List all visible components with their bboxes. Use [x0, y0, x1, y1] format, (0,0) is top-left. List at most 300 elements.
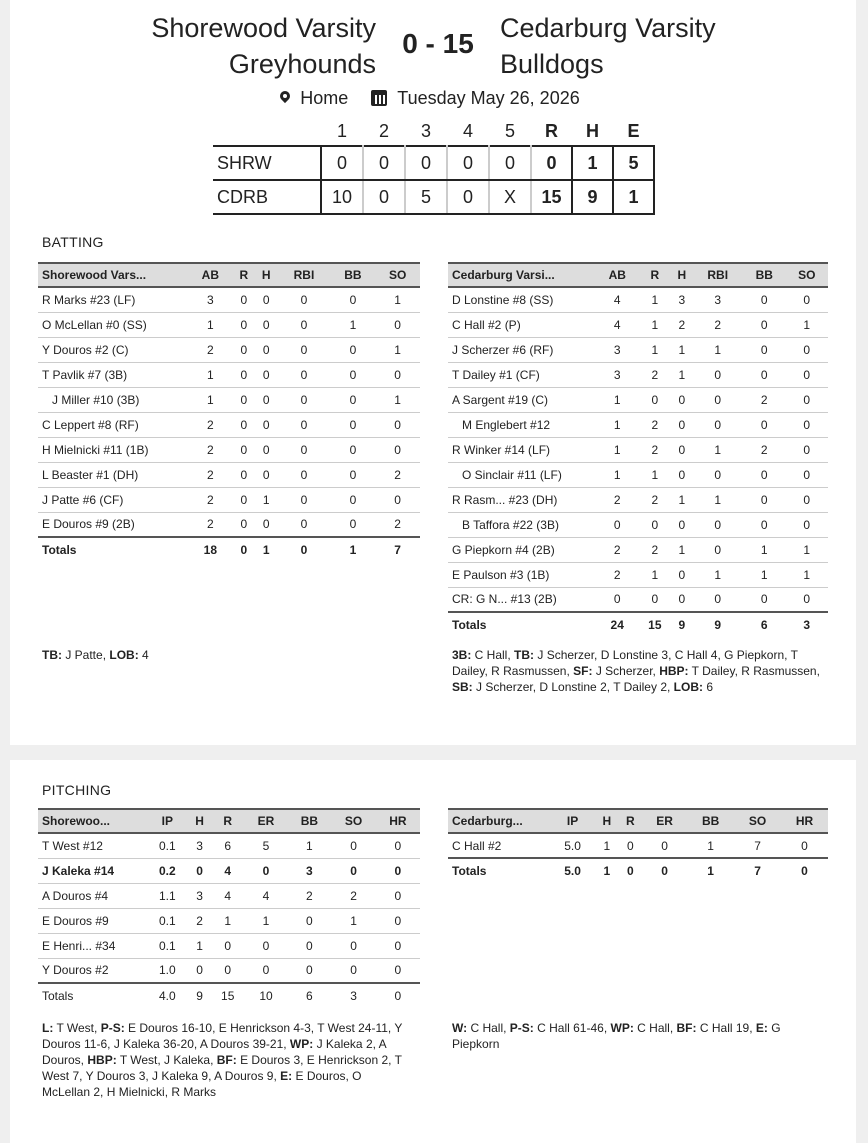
stat-cell: 0 [743, 337, 785, 362]
stat-cell: 2 [596, 537, 638, 562]
stat-cell: 3 [692, 287, 743, 312]
stat-cell: 0 [255, 362, 277, 387]
pitching-card [10, 760, 856, 1143]
stat-cell: 0 [245, 958, 288, 983]
stat-cell: 1 [188, 362, 233, 387]
stat-cell: 1 [596, 412, 638, 437]
stat-cell: 0 [785, 462, 828, 487]
home-pitching-team-header: Shorewoo... [38, 809, 146, 833]
inning-score: 0 [489, 146, 531, 180]
stat-cell: 5.0 [550, 833, 595, 858]
stat-cell: 0 [277, 362, 330, 387]
stat-cell: 2 [331, 883, 375, 908]
note-label: SF: [573, 664, 593, 678]
stat-cell: 0.2 [146, 858, 189, 883]
stat-cell: 1 [671, 337, 692, 362]
table-row [448, 462, 828, 487]
table-row [38, 287, 420, 312]
stat-cell: 0 [692, 587, 743, 612]
note-label: WP: [289, 1037, 314, 1051]
stat-cell: 0 [671, 462, 692, 487]
stat-cell: 0 [277, 412, 330, 437]
table-row [448, 833, 828, 858]
linescore-team: CDRB [213, 180, 321, 214]
stat-cell: 0 [287, 958, 331, 983]
stat-cell: 4 [245, 883, 288, 908]
stat-cell: 0 [376, 883, 420, 908]
inning-score: 10 [321, 180, 363, 214]
stat-cell: 0 [233, 487, 255, 512]
stat-cell: 0 [255, 412, 277, 437]
stat-cell: 1 [596, 437, 638, 462]
stat-cell: 0 [233, 462, 255, 487]
stat-cell: 0 [255, 437, 277, 462]
stat-cell: 1 [638, 337, 671, 362]
home-batting-table [38, 262, 420, 562]
stat-cell: 1 [785, 312, 828, 337]
stat-cell: 0.1 [146, 908, 189, 933]
home-pitching-notes [42, 1020, 412, 1100]
stat-cell: 0 [233, 512, 255, 537]
stat-cell: 0 [642, 833, 687, 858]
note-text: C Hall, [471, 648, 515, 662]
table-row [448, 337, 828, 362]
stat-cell: 2 [188, 462, 233, 487]
totals-row [38, 537, 420, 562]
table-row [38, 337, 420, 362]
home-pitching-col-header: SO [331, 809, 375, 833]
stat-cell: 0 [638, 512, 671, 537]
player-name: T West #12 [38, 833, 146, 858]
stat-cell: 3 [596, 337, 638, 362]
stat-cell: 0 [781, 833, 828, 858]
stat-cell: 0 [692, 462, 743, 487]
table-row [448, 287, 828, 312]
stat-cell: 0 [277, 337, 330, 362]
stat-cell: 0 [596, 512, 638, 537]
home-batting-col-header: AB [188, 263, 233, 287]
totals-cell: 3 [785, 612, 828, 637]
away-batting-team-header: Cedarburg Varsi... [448, 263, 596, 287]
stat-cell: 1.0 [146, 958, 189, 983]
game-meta [10, 88, 856, 109]
stat-cell: 2 [188, 337, 233, 362]
stat-cell: 2 [189, 908, 211, 933]
note-label: W: [452, 1021, 468, 1035]
table-row [38, 412, 420, 437]
stat-cell: 0 [785, 387, 828, 412]
stat-cell: 0 [671, 562, 692, 587]
player-name: E Douros #9 (2B) [38, 512, 188, 537]
stat-cell: 0 [233, 362, 255, 387]
note-text: J Kaleka 2, A Douros, [42, 1037, 386, 1067]
rhe-header: E [627, 121, 640, 141]
stat-cell: 0 [692, 362, 743, 387]
note-label: P-S: [100, 1021, 125, 1035]
away-pitching-col-header: ER [642, 809, 687, 833]
game-date: Tuesday May 26, 2026 [371, 88, 585, 108]
stat-cell: 1 [596, 387, 638, 412]
stat-cell: 1 [692, 487, 743, 512]
totals-cell: 6 [743, 612, 785, 637]
stat-cell: 0 [211, 933, 245, 958]
stat-cell: 6 [211, 833, 245, 858]
stat-cell: 4 [211, 883, 245, 908]
totals-cell: 0 [277, 537, 330, 562]
note-label: HBP: [87, 1053, 117, 1067]
stat-cell: 4 [596, 287, 638, 312]
stat-cell: 0 [785, 512, 828, 537]
stat-cell: 3 [188, 287, 233, 312]
totals-cell: 15 [638, 612, 671, 637]
stat-cell: 1 [596, 462, 638, 487]
inning-score: 5 [405, 180, 447, 214]
player-name: J Patte #6 (CF) [38, 487, 188, 512]
home-batting-col-header: SO [375, 263, 420, 287]
stat-cell: 3 [287, 858, 331, 883]
totals-cell: 18 [188, 537, 233, 562]
stat-cell: 0 [671, 387, 692, 412]
stat-cell: 2 [188, 437, 233, 462]
away-team-name: Cedarburg Varsity Bulldogs [500, 13, 716, 79]
stat-cell: 0 [331, 933, 375, 958]
rhe-value: 5 [613, 146, 654, 180]
totals-cell: 15 [211, 983, 245, 1008]
home-batting-col-header: BB [331, 263, 376, 287]
inning-score: 0 [405, 146, 447, 180]
player-name: L Beaster #1 (DH) [38, 462, 188, 487]
table-row [38, 512, 420, 537]
table-row [38, 833, 420, 858]
player-name: E Henri... #34 [38, 933, 146, 958]
totals-cell: 0 [376, 983, 420, 1008]
stat-cell: 1 [671, 487, 692, 512]
stat-cell: 0 [255, 287, 277, 312]
calendar-icon [371, 90, 387, 106]
stat-cell: 0 [596, 587, 638, 612]
stat-cell: 1 [638, 312, 671, 337]
rhe-value: 0 [531, 146, 572, 180]
stat-cell: 2 [375, 462, 420, 487]
stat-cell: 0 [671, 437, 692, 462]
table-row [448, 562, 828, 587]
stat-cell: 0 [743, 412, 785, 437]
player-name: J Scherzer #6 (RF) [448, 337, 596, 362]
inning-score: X [489, 180, 531, 214]
table-row [38, 933, 420, 958]
stat-cell: 0 [743, 487, 785, 512]
table-row [38, 362, 420, 387]
note-label: TB: [514, 648, 535, 662]
stat-cell: 0 [233, 437, 255, 462]
player-name: Y Douros #2 (C) [38, 337, 188, 362]
note-text: C Hall, [467, 1021, 510, 1035]
totals-cell: 7 [375, 537, 420, 562]
home-pitching-table [38, 808, 420, 1008]
stat-cell: 0 [743, 312, 785, 337]
stat-cell: 2 [671, 312, 692, 337]
stat-cell: 0 [376, 858, 420, 883]
stat-cell: 0 [331, 337, 376, 362]
home-batting-notes [42, 647, 412, 663]
player-name: Y Douros #2 [38, 958, 146, 983]
note-label: TB: [42, 648, 62, 662]
stat-cell: 2 [638, 437, 671, 462]
stat-cell: 1 [188, 312, 233, 337]
player-name: R Rasm... #23 (DH) [448, 487, 596, 512]
player-name: T Dailey #1 (CF) [448, 362, 596, 387]
stat-cell: 0 [638, 387, 671, 412]
stat-cell: 1 [189, 933, 211, 958]
note-text: C Hall, [633, 1021, 677, 1035]
location: Home [280, 88, 354, 108]
stat-cell: 1 [638, 562, 671, 587]
stat-cell: 0 [692, 537, 743, 562]
stat-cell: 1 [671, 362, 692, 387]
stat-cell: 0 [277, 512, 330, 537]
totals-cell: 24 [596, 612, 638, 637]
stat-cell: 0 [245, 933, 288, 958]
stat-cell: 0 [743, 362, 785, 387]
inning-score: 0 [447, 180, 489, 214]
linescore-row [213, 180, 654, 214]
table-row [38, 883, 420, 908]
stat-cell: 0 [375, 437, 420, 462]
stat-cell: 0 [255, 512, 277, 537]
away-pitching-col-header: H [595, 809, 618, 833]
home-batting-team-header: Shorewood Vars... [38, 263, 188, 287]
rhe-value: 1 [572, 146, 613, 180]
note-text: 4 [138, 648, 149, 662]
inning-score: 0 [363, 180, 405, 214]
totals-cell: 0 [642, 858, 687, 883]
home-batting-col-header: RBI [277, 263, 330, 287]
stat-cell: 0 [331, 412, 376, 437]
stat-cell: 2 [743, 437, 785, 462]
totals-label: Totals [38, 537, 188, 562]
player-name: T Pavlik #7 (3B) [38, 362, 188, 387]
stat-cell: 2 [743, 387, 785, 412]
table-row [448, 362, 828, 387]
stat-cell: 1 [638, 462, 671, 487]
player-name: M Englebert #12 [448, 412, 596, 437]
stat-cell: 0 [671, 512, 692, 537]
note-text: T West, J Kaleka, [116, 1053, 217, 1067]
totals-cell: 0 [233, 537, 255, 562]
totals-label: Totals [448, 858, 550, 883]
box-score-card [10, 0, 856, 745]
note-label: L: [42, 1021, 54, 1035]
rhe-value: 1 [613, 180, 654, 214]
player-name: O Sinclair #11 (LF) [448, 462, 596, 487]
note-text: 6 [703, 680, 714, 694]
note-label: BF: [216, 1053, 237, 1067]
batting-section-title: BATTING [42, 234, 104, 250]
totals-cell: 0 [619, 858, 642, 883]
inning-header: 2 [378, 121, 389, 141]
stat-cell: 1 [255, 487, 277, 512]
totals-cell: 1 [595, 858, 618, 883]
table-row [448, 387, 828, 412]
note-text: T West, [53, 1021, 101, 1035]
pitching-section-title: PITCHING [42, 782, 112, 798]
stat-cell: 0 [375, 412, 420, 437]
stat-cell: 1 [375, 387, 420, 412]
totals-row [38, 983, 420, 1008]
note-text: T Dailey, R Rasmussen, [688, 664, 820, 678]
table-row [38, 462, 420, 487]
note-label: LOB: [673, 680, 703, 694]
away-batting-table [448, 262, 828, 637]
stat-cell: 0 [331, 958, 375, 983]
stat-cell: 0.1 [146, 833, 189, 858]
away-pitching-col-header: SO [734, 809, 781, 833]
stat-cell: 1 [245, 908, 288, 933]
note-label: P-S: [509, 1021, 534, 1035]
stat-cell: 0 [692, 412, 743, 437]
totals-cell: 4.0 [146, 983, 189, 1008]
stat-cell: 4 [596, 312, 638, 337]
away-batting-col-header: RBI [692, 263, 743, 287]
note-label: BF: [676, 1021, 697, 1035]
totals-cell: 9 [189, 983, 211, 1008]
table-row [448, 512, 828, 537]
stat-cell: 1 [375, 337, 420, 362]
home-pitching-col-header: ER [245, 809, 288, 833]
stat-cell: 0 [331, 833, 375, 858]
note-text: E Douros 3, E Henrickson 2, T West 7, Y Douros 3, J Kaleka 9, A Douros 9, [42, 1053, 402, 1083]
table-row [38, 387, 420, 412]
rhe-value: 15 [531, 180, 572, 214]
stat-cell: 0 [785, 587, 828, 612]
stat-cell: 0 [233, 337, 255, 362]
rhe-header: R [545, 121, 558, 141]
away-batting-col-header: SO [785, 263, 828, 287]
stat-cell: 2 [188, 487, 233, 512]
away-pitching-col-header: R [619, 809, 642, 833]
linescore-row [213, 146, 654, 180]
stat-cell: 0 [255, 337, 277, 362]
totals-cell: 3 [331, 983, 375, 1008]
player-name: G Piepkorn #4 (2B) [448, 537, 596, 562]
stat-cell: 2 [638, 412, 671, 437]
table-row [38, 312, 420, 337]
stat-cell: 1 [743, 537, 785, 562]
table-row [448, 537, 828, 562]
away-batting-col-header: H [671, 263, 692, 287]
stat-cell: 0 [255, 387, 277, 412]
stat-cell: 3 [596, 362, 638, 387]
stat-cell: 1 [595, 833, 618, 858]
note-text: E Douros 16-10, E Henrickson 4-3, T West 24-11, Y Douros 11-6, J Kaleka 36-20, A Douros 39-21, [42, 1021, 403, 1051]
stat-cell: 1 [287, 833, 331, 858]
stat-cell: 2 [375, 512, 420, 537]
table-row [38, 908, 420, 933]
stat-cell: 5 [245, 833, 288, 858]
totals-cell: 10 [245, 983, 288, 1008]
stat-cell: 0 [785, 412, 828, 437]
stat-cell: 0 [277, 387, 330, 412]
stat-cell: 0 [785, 287, 828, 312]
stat-cell: 0 [671, 412, 692, 437]
stat-cell: 3 [189, 883, 211, 908]
stat-cell: 0 [376, 908, 420, 933]
stat-cell: 0 [277, 487, 330, 512]
note-text: J Scherzer, D Lonstine 2, T Dailey 2, [472, 680, 674, 694]
stat-cell: 0 [331, 437, 376, 462]
stat-cell: 2 [596, 562, 638, 587]
inning-header: 3 [420, 121, 431, 141]
stat-cell: 1 [692, 562, 743, 587]
stat-cell: 0 [638, 587, 671, 612]
totals-row [448, 858, 828, 883]
player-name: O McLellan #0 (SS) [38, 312, 188, 337]
stat-cell: 0 [376, 958, 420, 983]
stat-cell: 2 [287, 883, 331, 908]
player-name: H Mielnicki #11 (1B) [38, 437, 188, 462]
stat-cell: 2 [638, 362, 671, 387]
totals-row [448, 612, 828, 637]
totals-label: Totals [38, 983, 146, 1008]
stat-cell: 0 [233, 312, 255, 337]
stat-cell: 0 [743, 462, 785, 487]
away-batting-col-header: BB [743, 263, 785, 287]
totals-cell: 0 [781, 858, 828, 883]
player-name: J Miller #10 (3B) [38, 387, 188, 412]
away-pitching-col-header: HR [781, 809, 828, 833]
note-label: WP: [610, 1021, 634, 1035]
stat-cell: 0 [277, 462, 330, 487]
player-name: R Marks #23 (LF) [38, 287, 188, 312]
stat-cell: 0 [255, 462, 277, 487]
stat-cell: 0 [743, 587, 785, 612]
away-pitching-table [448, 808, 828, 883]
away-batting-col-header: AB [596, 263, 638, 287]
away-batting-col-header: R [638, 263, 671, 287]
home-pitching-col-header: BB [287, 809, 331, 833]
stat-cell: 0 [287, 933, 331, 958]
totals-label: Totals [448, 612, 596, 637]
player-name: C Hall #2 [448, 833, 550, 858]
inning-score: 0 [363, 146, 405, 180]
player-name: J Kaleka #14 [38, 858, 146, 883]
stat-cell: 0 [245, 858, 288, 883]
linescore-table [213, 118, 655, 215]
note-text: J Patte, [62, 648, 110, 662]
totals-cell: 9 [671, 612, 692, 637]
stat-cell: 1 [331, 908, 375, 933]
stat-cell: 1 [211, 908, 245, 933]
stat-cell: 0 [671, 587, 692, 612]
stat-cell: 7 [734, 833, 781, 858]
stat-cell: 0 [331, 362, 376, 387]
totals-cell: 5.0 [550, 858, 595, 883]
home-team-name: Shorewood Varsity Greyhounds [151, 13, 376, 79]
stat-cell: 0 [233, 412, 255, 437]
player-name: CR: G N... #13 (2B) [448, 587, 596, 612]
note-text: G Piepkorn [452, 1021, 781, 1051]
stat-cell: 0 [331, 858, 375, 883]
stat-cell: 0 [785, 437, 828, 462]
stat-cell: 1 [188, 387, 233, 412]
stat-cell: 0.1 [146, 933, 189, 958]
stat-cell: 3 [671, 287, 692, 312]
player-name: D Lonstine #8 (SS) [448, 287, 596, 312]
totals-cell: 1 [255, 537, 277, 562]
stat-cell: 2 [188, 512, 233, 537]
note-label: SB: [452, 680, 473, 694]
stat-cell: 0 [785, 487, 828, 512]
